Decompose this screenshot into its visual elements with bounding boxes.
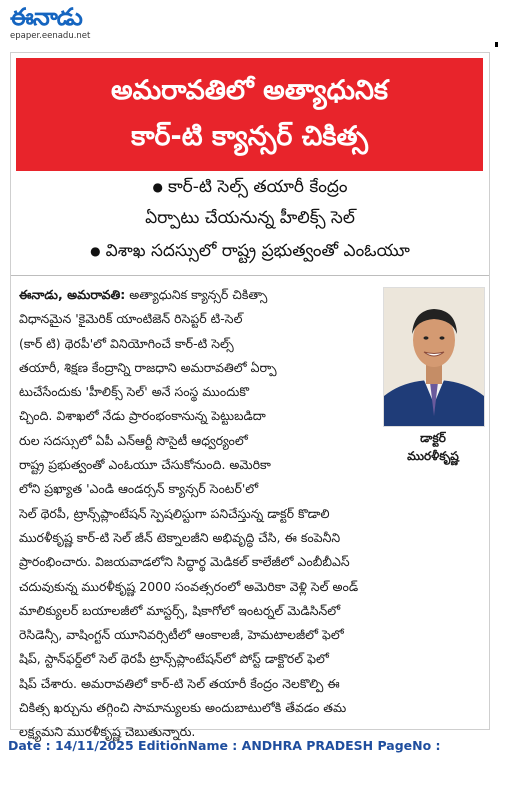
bullet-icon: ● <box>152 180 163 194</box>
bullet-icon: ● <box>90 244 101 258</box>
body-line: మాలిక్యులర్ బయాలజీలో మాస్టర్స్, షికాగోలో ఇంటర్నల్ మెడిసిన్‌లో <box>19 602 341 618</box>
body-line: చికిత్స ఖర్చును తగ్గించి సామాన్యులకు అందుబాటులోకి తేవడం తమ <box>19 700 347 716</box>
body-line: రుల సదస్సులో ఏపీ ఎన్ఆర్టీ సొసైటీ ఆధ్వర్యంలో <box>19 432 248 448</box>
body-line: షిప్ చేశారు. అమరావతిలో కార్-టి సెల్ తయారీ కేంద్రం నెలకొల్పి ఈ <box>19 675 340 691</box>
headline-box <box>16 58 483 171</box>
caption-line-2: మురళీకృష్ణ <box>407 449 459 463</box>
edition-footer: Date : 14/11/2025 EditionName : ANDHRA PRADESH PageNo : <box>8 738 441 753</box>
caption-line-1: డాక్టర్ <box>420 431 446 445</box>
headline-line-2: కార్-టి క్యాన్సర్ చికిత్స <box>131 121 368 152</box>
body-line: రాష్ట్ర ప్రభుత్వంతో ఎంఓయూ చేసుకోనుంది. అమెరికా <box>19 457 271 473</box>
body-line: టుచేసేందుకు 'హీలిక్స్ సెల్' అనే సంస్థ ముందుకొ <box>19 384 249 400</box>
body-line: తయారీ, శిక్షణ కేంద్రాన్ని రాజధాని అమరావతిలో ఏర్పా <box>19 359 277 375</box>
portrait-illustration <box>384 288 484 426</box>
body-line: ప్రారంభించారు. విజయవాడలోని సిద్ధార్థ మెడికల్ కాలేజీలో ఎంబీబీఎస్ <box>19 554 350 570</box>
body-line: సెల్ థెరపీ, ట్రాన్స్‌ప్లాంటేషన్ స్పెషలిస్టుగా పనిచేస్తున్న డాక్టర్ కొడాలి <box>19 505 330 521</box>
body-line: లోని ప్రఖ్యాత 'ఎండి ఆండర్సన్ క్యాన్సర్ సెంటర్'లో <box>19 481 259 497</box>
dateline: ఈనాడు, అమరావతి: <box>19 287 126 302</box>
subhead-1 <box>11 177 489 201</box>
article-clipping <box>10 52 490 740</box>
body-line: చదువుకున్న మురళీకృష్ణ 2000 సంవత్సరంలో అమెరికా వెళ్లి సెల్ అండ్ <box>19 578 359 594</box>
portrait-photo <box>383 287 485 427</box>
body-line: రెసిడెన్సీ, వాషింగ్టన్ యూనివర్సిటీలో ఆంకాలజీ, హెమటాలజీలో ఫెలో <box>19 627 344 643</box>
corner-mark <box>495 42 498 47</box>
body-line: (కార్ టి) థెరపీ'లో వినియోగించే కార్-టి సెల్స్ <box>19 335 234 351</box>
headline-line-1: అమరావతిలో అత్యాధునిక <box>110 75 389 106</box>
subhead-3-text: విశాఖ సదస్సులో రాష్ట్ర ప్రభుత్వంతో ఎంఓయూ <box>105 241 410 261</box>
subhead-2-text: ఏర్పాటు చేయనున్న హీలిక్స్ సెల్ <box>145 208 355 228</box>
subhead-2 <box>11 208 489 232</box>
subhead-3 <box>11 241 489 265</box>
body-line <box>19 283 379 307</box>
body-line: చ్చింది. విశాఖలో నేడు ప్రారంభంకానున్న పెట్టుబడిదా <box>19 408 266 424</box>
logo-url: epaper.eenadu.net <box>10 31 91 41</box>
photo-caption <box>383 429 483 465</box>
masthead <box>10 4 210 44</box>
subhead-1-text: కార్-టి సెల్స్ తయారీ కేంద్రం <box>167 177 348 197</box>
body-line-text: అత్యాధునిక క్యాన్సర్ చికిత్సా <box>129 287 268 302</box>
body-line: షిప్, స్టాన్‌ఫర్డ్‌లో సెల్ థెరపీ ట్రాన్స్‌ప్లాంటేషన్‌లో పోస్ట్ డాక్టొరల్ ఫెలో <box>19 651 329 667</box>
body-line: మురళీకృష్ణ కార్-టి సెల్ జీన్ టెక్నాలజీని అభివృద్ధి చేసి, ఈ కంపెనీని <box>19 529 341 545</box>
body-line: విధానమైన 'కైమెరిక్ యాంటిజెన్ రిసెప్టర్ టి-సెల్ <box>19 311 243 327</box>
eenadu-logo: ఈనాడు <box>10 3 82 31</box>
body-line: లక్ష్యమని మురళీకృష్ణ చెబుతున్నారు. <box>19 724 196 740</box>
divider <box>11 275 489 276</box>
